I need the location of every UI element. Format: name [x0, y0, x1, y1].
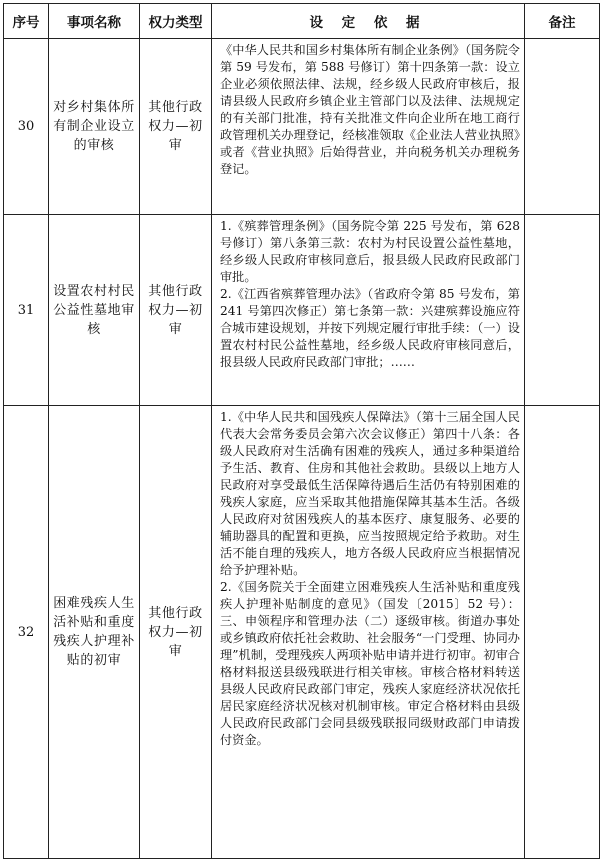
- row-name: 设置农村村民公益性墓地审核: [49, 215, 140, 406]
- header-remark: 备注: [525, 4, 600, 39]
- table-row: [4, 406, 600, 859]
- row-name: 对乡村集体所有制企业设立的审核: [49, 39, 140, 215]
- row-name: 困难残疾人生活补贴和重度残疾人护理补贴的初审: [49, 406, 140, 859]
- row-remark: [525, 406, 600, 859]
- basis-paragraph: 1.《殡葬管理条例》（国务院令第 225 号发布，第 628 号修订）第八条第三款：农村为村民设置公益性墓地，经乡级人民政府审核同意后，报县级人民政府民政部门审批。: [220, 219, 520, 284]
- basis-paragraph: 2.《江西省殡葬管理办法》（省政府令第 85 号发布，第 241 号第四次修正）第七条第一款：兴建殡葬设施应符合城市建设规划，并按下列规定履行审批手续：（一）设置农村村民公益性墓地，经乡级人民政府审核同意后，报县级人民政府民政部门审批；……: [220, 287, 520, 369]
- row-basis: [212, 406, 525, 859]
- row-basis: [212, 39, 525, 215]
- row-type: 其他行政权力—初审: [140, 39, 212, 215]
- header-basis: 设 定 依 据: [212, 4, 525, 39]
- row-no: 30: [4, 39, 49, 215]
- row-type: 其他行政权力—初审: [140, 215, 212, 406]
- row-no: 31: [4, 215, 49, 406]
- row-basis: [212, 215, 525, 406]
- header-row: [4, 4, 600, 39]
- power-list-table: [3, 3, 600, 859]
- header-name: 事项名称: [49, 4, 140, 39]
- header-type: 权力类型: [140, 4, 212, 39]
- basis-paragraph: 《中华人民共和国乡村集体所有制企业条例》（国务院令第 59 号发布，第 588 号修订）第十四条第一款：设立企业必须依照法律、法规，经乡级人民政府审核后，报请县级人民政府乡镇企业主管部门以及法律、法规规定的有关部门批准，持有关批准文件向企业所在地工商行政管理机关办理登记，经核准领取《企业法人营业执照》或者《营业执照》后始得营业，并向税务机关办理税务登记。: [220, 43, 520, 176]
- basis-paragraph: 1.《中华人民共和国残疾人保障法》（第十三届全国人民代表大会常务委员会第六次会议修正）第四十八条：各级人民政府对生活确有困难的残疾人，通过多种渠道给予生活、教育、住房和其他社会救助。县级以上地方人民政府对享受最低生活保障待遇后生活仍有特别困难的残疾人家庭，应当采取其他措施保障其基本生活。各级人民政府对贫困残疾人的基本医疗、康复服务、必要的辅助器具的配置和更换，应当按照规定给予救助。对生活不能自理的残疾人，地方各级人民政府应当根据情况给予护理补贴。: [220, 410, 520, 577]
- basis-paragraph: 2.《国务院关于全面建立困难残疾人生活补贴和重度残疾人护理补贴制度的意见》（国发〔2015〕52 号）：三、申领程序和管理办法（二）逐级审核。街道办事处或乡镇政府依托社会救助、社会服务“一门受理、协同办理”机制，受理残疾人两项补贴申请并进行初审。初审合格材料报送县级残联进行相关审核。审核合格材料转送县级人民政府民政部门审定，残疾人家庭经济状况依托居民家庭经济状况核对机制审核。审定合格材料由县级人民政府民政部门会同县级残联报同级财政部门申请拨付资金。: [220, 580, 520, 747]
- row-remark: [525, 39, 600, 215]
- row-remark: [525, 215, 600, 406]
- table-row: [4, 215, 600, 406]
- row-type: 其他行政权力—初审: [140, 406, 212, 859]
- row-no: 32: [4, 406, 49, 859]
- table-row: [4, 39, 600, 215]
- header-no: 序号: [4, 4, 49, 39]
